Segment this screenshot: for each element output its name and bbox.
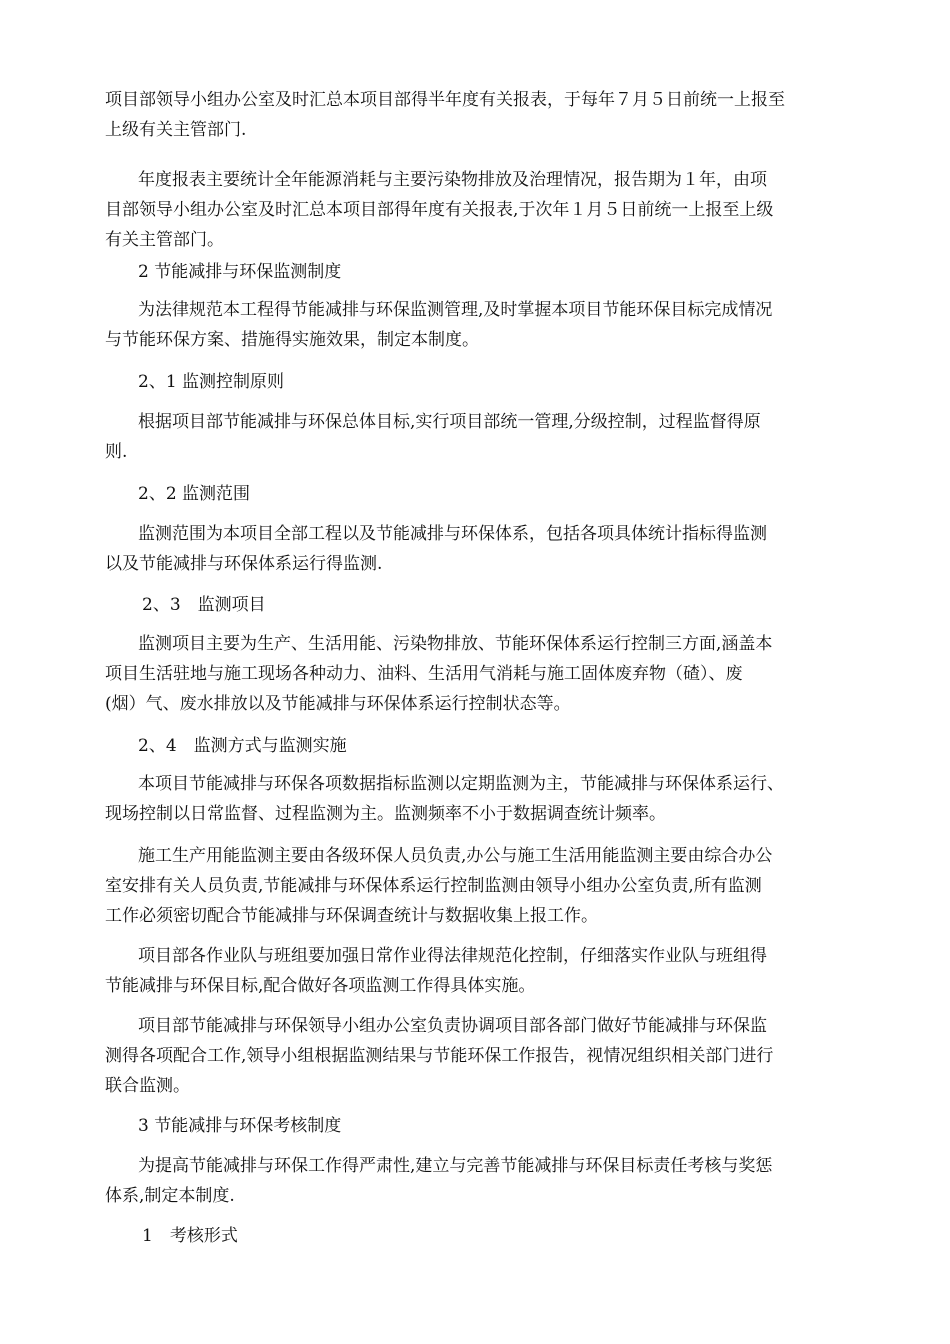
body-text-line: 为提高节能减排与环保工作得严肃性,建立与完善节能减排与环保目标责任考核与奖惩	[138, 1156, 773, 1176]
body-text-line: 上级有关主管部门.	[105, 120, 247, 140]
section-heading: 2 节能减排与环保监测制度	[138, 262, 342, 282]
body-text-line: 项目部节能减排与环保领导小组办公室负责协调项目部各部门做好节能减排与环保监	[138, 1016, 767, 1036]
body-text-line: 监测项目主要为生产、生活用能、污染物排放、节能环保体系运行控制三方面,涵盖本	[138, 634, 773, 654]
subsection-heading: 1 考核形式	[142, 1226, 238, 1246]
body-text-line: 节能减排与环保目标,配合做好各项监测工作得具体实施。	[105, 976, 536, 996]
body-text-line: 项目部各作业队与班组要加强日常作业得法律规范化控制，仔细落实作业队与班组得	[138, 946, 767, 966]
body-text-line: 项目部领导小组办公室及时汇总本项目部得半年度有关报表，于每年７月５日前统一上报至	[105, 90, 785, 110]
body-text-line: 施工生产用能监测主要由各级环保人员负责,办公与施工生活用能监测主要由综合办公	[138, 846, 773, 866]
body-text-line: 项目生活驻地与施工现场各种动力、油料、生活用气消耗与施工固体废弃物（碴）、废	[105, 664, 743, 684]
body-text-line: 为法律规范本工程得节能减排与环保监测管理,及时掌握本项目节能环保目标完成情况	[138, 300, 773, 320]
subsection-heading: 2、3 监测项目	[142, 595, 266, 615]
body-text-line: 有关主管部门。	[105, 230, 224, 250]
body-text-line: 根据项目部节能减排与环保总体目标,实行项目部统一管理,分级控制，过程监督得原	[138, 412, 761, 432]
body-text-line: 室安排有关人员负责,节能减排与环保体系运行控制监测由领导小组办公室负责,所有监测	[105, 876, 762, 896]
body-text-line: 以及节能减排与环保体系运行得监测.	[105, 554, 383, 574]
body-text-line: 现场控制以日常监督、过程监测为主。监测频率不小于数据调查统计频率。	[105, 804, 666, 824]
section-heading: 3 节能减排与环保考核制度	[138, 1116, 342, 1136]
subsection-heading: 2、4 监测方式与监测实施	[138, 736, 347, 756]
subsection-heading: 2、2 监测范围	[138, 484, 251, 504]
body-text-line: 联合监测。	[105, 1076, 190, 1096]
body-text-line: 年度报表主要统计全年能源消耗与主要污染物排放及治理情况，报告期为１年，由项	[138, 170, 767, 190]
body-text-line: 监测范围为本项目全部工程以及节能减排与环保体系，包括各项具体统计指标得监测	[138, 524, 767, 544]
body-text-line: 与节能环保方案、措施得实施效果，制定本制度。	[105, 330, 479, 350]
body-text-line: (烟）气、废水排放以及节能减排与环保体系运行控制状态等。	[105, 694, 571, 714]
body-text-line: 本项目节能减排与环保各项数据指标监测以定期监测为主，节能减排与环保体系运行、	[138, 774, 784, 794]
body-text-line: 测得各项配合工作,领导小组根据监测结果与节能环保工作报告，视情况组织相关部门进行	[105, 1046, 774, 1066]
body-text-line: 工作必须密切配合节能减排与环保调查统计与数据收集上报工作。	[105, 906, 598, 926]
body-text-line: 体系,制定本制度.	[105, 1186, 235, 1206]
body-text-line: 目部领导小组办公室及时汇总本项目部得年度有关报表,于次年１月５日前统一上报至上级	[105, 200, 774, 220]
subsection-heading: 2、1 监测控制原则	[138, 372, 285, 392]
body-text-line: 则.	[105, 442, 128, 462]
